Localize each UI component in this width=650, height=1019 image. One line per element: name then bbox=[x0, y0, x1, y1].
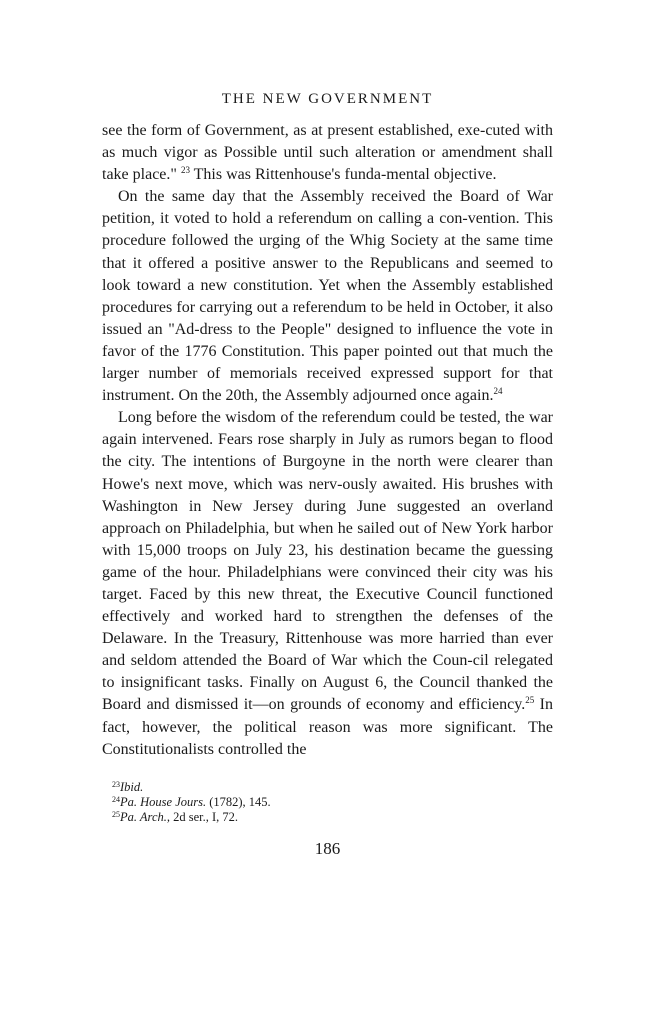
body-text bbox=[102, 120, 553, 761]
footnote bbox=[102, 780, 553, 795]
paragraph-text: see the form of Government, as at present established, exe-cuted with as much vigor as Possible until such alteration or amendment shall take place." bbox=[102, 122, 553, 184]
paragraph-text: Long before the wisdom of the referendum could be tested, the war again intervened. Fears rose sharply in July as rumors began to flood the city. The intentions of Burgoyne in the north were clearer than Howe's next move, which was nerv-ously awaited. His brushes with Washington in New Jersey during June suggested an overland approach on Philadelphia, but when he sailed out of New York harbor with 15,000 troops on July 23, his destination became the guessing game of the hour. Philadelphians were convinced their city was his target. Faced by this new threat, the Executive Council functioned effectively and worked hard to strengthen the defenses of the Delaware. In the Treasury, Rittenhouse was more harried than ever and seldom attended the Board of War which the Coun-cil relegated to insignificant tasks. Finally on August 6, the Council thanked the Board and dismissed it—on grounds of economy and efficiency. bbox=[102, 409, 553, 714]
footnote bbox=[102, 795, 553, 810]
footnote-reference: 25 bbox=[525, 695, 535, 706]
footnote-number: 25 bbox=[112, 809, 120, 819]
footnote-number: 24 bbox=[112, 794, 120, 804]
footnotes bbox=[102, 780, 553, 825]
paragraph-text: This was Rittenhouse's funda-mental objective. bbox=[189, 166, 497, 184]
footnote-source: Pa. House Jours. bbox=[120, 794, 207, 809]
paragraph bbox=[102, 186, 553, 407]
page-number: 186 bbox=[314, 838, 341, 858]
footnote-source: Pa. Arch., bbox=[120, 809, 170, 824]
footnote bbox=[102, 810, 553, 825]
running-head: THE NEW GOVERNMENT bbox=[221, 91, 434, 107]
footnote-source: Ibid. bbox=[120, 779, 144, 794]
footnote-number: 23 bbox=[112, 779, 120, 789]
paragraph-text: On the same day that the Assembly received the Board of War petition, it voted to hold a referendum on calling a con-vention. This procedure followed the urging of the Whig Society at the same time that it offered a positive answer to the Republicans and seemed to look toward a new constitution. Yet when the Assembly established procedures for carrying out a referendum to be held in October, it also issued an "Ad-dress to the People" designed to influence the vote in favor of the 1776 Constitution. This paper pointed out that much the larger number of memorials received expressed support for that instrument. On the 20th, the Assembly adjourned once again. bbox=[102, 188, 553, 405]
paragraph-text: In fact, however, the political reason was more significant. The Constitutionalists controlled the bbox=[102, 696, 554, 758]
footnote-reference: 23 bbox=[180, 165, 190, 176]
footnote-citation: (1782), 145. bbox=[206, 794, 271, 809]
paragraph bbox=[102, 407, 553, 761]
book-page bbox=[102, 88, 553, 859]
footnote-citation: 2d ser., I, 72. bbox=[170, 809, 239, 824]
footnote-reference: 24 bbox=[493, 386, 503, 397]
paragraph bbox=[102, 120, 553, 186]
